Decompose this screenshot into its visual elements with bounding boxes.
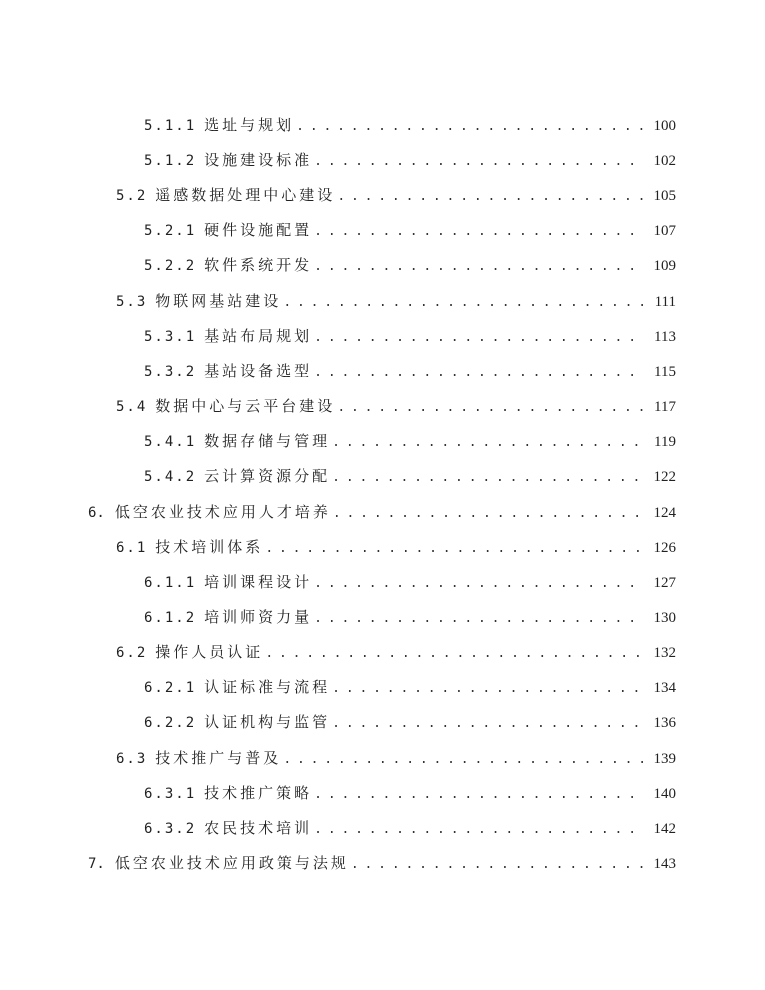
- toc-entry-page: 102: [653, 153, 676, 169]
- toc-dot-leader: [265, 641, 644, 667]
- toc-entry-5-2-2[interactable]: [144, 252, 676, 278]
- toc-dot-leader: [314, 817, 644, 843]
- toc-entry-page: 136: [653, 715, 676, 731]
- toc-dot-leader: [314, 782, 644, 808]
- toc-entry-page: 117: [654, 399, 676, 415]
- toc-entry-title: 基站设备选型: [204, 362, 313, 380]
- toc-entry-number: 5.2.2: [144, 258, 197, 274]
- toc-dot-leader: [314, 360, 644, 386]
- toc-entry-page: 140: [653, 786, 676, 802]
- toc-entry-5-3[interactable]: [116, 288, 676, 314]
- toc-entry-title: 物联网基站建设: [155, 292, 282, 310]
- toc-entry-number: 5.3: [116, 294, 148, 310]
- toc-entry-5-1-1[interactable]: [144, 112, 676, 138]
- toc-dot-leader: [337, 395, 644, 421]
- toc-dot-leader: [314, 571, 644, 597]
- toc-entry-page: 126: [653, 540, 676, 556]
- toc-entry-5-3-2[interactable]: [144, 358, 676, 384]
- toc-dot-leader: [314, 219, 644, 245]
- toc-entry-page: 139: [653, 751, 676, 767]
- toc-entry-number: 5.3.1: [144, 329, 197, 345]
- toc-entry-title: 认证标准与流程: [204, 678, 331, 696]
- toc-entry-number: 6.2.1: [144, 680, 197, 696]
- toc-entry-number: 5.3.2: [144, 364, 197, 380]
- toc-entry-number: 6.1: [116, 540, 148, 556]
- toc-entry-number: 5.4.1: [144, 434, 197, 450]
- toc-entry-page: 127: [653, 575, 676, 591]
- toc-entry-page: 100: [653, 118, 676, 134]
- toc-entry-6-1-1[interactable]: [144, 569, 676, 595]
- toc-entry-number: 6.3: [116, 751, 148, 767]
- toc-entry-6[interactable]: [88, 499, 676, 525]
- toc-entry-page: 132: [653, 645, 676, 661]
- toc-entry-page: 105: [653, 188, 676, 204]
- toc-entry-title: 设施建设标准: [204, 151, 313, 169]
- toc-entry-6-2-2[interactable]: [144, 709, 676, 735]
- toc-entry-number: 5.4: [116, 399, 148, 415]
- toc-entry-number: 6.3.2: [144, 821, 197, 837]
- toc-entry-page: 119: [654, 434, 676, 450]
- toc-entry-title: 选址与规划: [204, 116, 295, 134]
- toc-entry-page: 107: [653, 223, 676, 239]
- toc-entry-title: 低空农业技术应用人才培养: [114, 503, 331, 521]
- toc-dot-leader: [333, 501, 644, 527]
- toc-entry-title: 低空农业技术应用政策与法规: [114, 854, 349, 872]
- toc-entry-title: 培训课程设计: [204, 573, 313, 591]
- toc-entry-5-1-2[interactable]: [144, 147, 676, 173]
- toc-entry-title: 培训师资力量: [204, 608, 313, 626]
- toc-dot-leader: [265, 536, 644, 562]
- toc-entry-6-3-2[interactable]: [144, 815, 676, 841]
- toc-entry-title: 遥感数据处理中心建设: [155, 186, 336, 204]
- toc-dot-leader: [296, 114, 644, 140]
- toc-entry-number: 5.2: [116, 188, 148, 204]
- toc-entry-title: 认证机构与监管: [204, 713, 331, 731]
- toc-entry-page: 111: [654, 294, 676, 310]
- toc-dot-leader: [314, 254, 644, 280]
- toc-dot-leader: [351, 852, 644, 878]
- toc-entry-5-4-1[interactable]: [144, 428, 676, 454]
- toc-entry-title: 技术推广策略: [204, 784, 313, 802]
- toc-entry-7[interactable]: [88, 850, 676, 876]
- toc-dot-leader: [332, 711, 644, 737]
- toc-entry-number: 6.2.2: [144, 715, 197, 731]
- toc-entry-6-1-2[interactable]: [144, 604, 676, 630]
- toc-entry-6-3-1[interactable]: [144, 780, 676, 806]
- toc-entry-title: 农民技术培训: [204, 819, 313, 837]
- toc-entry-number: 6.: [88, 505, 105, 521]
- toc-entry-page: 109: [653, 258, 676, 274]
- toc-entry-5-2[interactable]: [116, 182, 676, 208]
- toc-dot-leader: [283, 747, 644, 773]
- toc-dot-leader: [314, 149, 644, 175]
- toc-entry-5-4-2[interactable]: [144, 463, 676, 489]
- toc-dot-leader: [332, 676, 644, 702]
- toc-entry-number: 5.4.2: [144, 469, 197, 485]
- toc-entry-5-2-1[interactable]: [144, 217, 676, 243]
- toc-entry-6-2-1[interactable]: [144, 674, 676, 700]
- toc-entry-title: 操作人员认证: [155, 643, 264, 661]
- toc-entry-title: 技术培训体系: [155, 538, 264, 556]
- toc-entry-number: 5.1.2: [144, 153, 197, 169]
- toc-entry-5-4[interactable]: [116, 393, 676, 419]
- toc-entry-page: 130: [653, 610, 676, 626]
- toc-entry-page: 122: [653, 469, 676, 485]
- toc-entry-page: 134: [653, 680, 676, 696]
- toc-dot-leader: [314, 325, 644, 351]
- toc-entry-5-3-1[interactable]: [144, 323, 676, 349]
- toc-dot-leader: [332, 430, 644, 456]
- toc-dot-leader: [332, 465, 644, 491]
- toc-entry-number: 6.2: [116, 645, 148, 661]
- toc-entry-title: 基站布局规划: [204, 327, 313, 345]
- toc-entry-title: 软件系统开发: [204, 256, 313, 274]
- toc-entry-title: 云计算资源分配: [204, 467, 331, 485]
- toc-entry-number: 6.1.2: [144, 610, 197, 626]
- toc-entry-title: 硬件设施配置: [204, 221, 313, 239]
- toc-dot-leader: [314, 606, 644, 632]
- toc-entry-page: 115: [654, 364, 676, 380]
- toc-entry-title: 技术推广与普及: [155, 749, 282, 767]
- toc-entry-6-1[interactable]: [116, 534, 676, 560]
- toc-entry-6-3[interactable]: [116, 745, 676, 771]
- toc-entry-page: 124: [653, 505, 676, 521]
- toc-entry-title: 数据存储与管理: [204, 432, 331, 450]
- toc-entry-6-2[interactable]: [116, 639, 676, 665]
- toc-dot-leader: [337, 184, 644, 210]
- toc-entry-number: 5.2.1: [144, 223, 197, 239]
- toc-entry-number: 6.1.1: [144, 575, 197, 591]
- toc-entry-number: 5.1.1: [144, 118, 197, 134]
- toc-entry-number: 6.3.1: [144, 786, 197, 802]
- toc-entry-page: 113: [654, 329, 676, 345]
- toc-entry-number: 7.: [88, 856, 105, 872]
- toc-entry-page: 143: [653, 856, 676, 872]
- toc-entry-page: 142: [653, 821, 676, 837]
- toc-entry-title: 数据中心与云平台建设: [155, 397, 336, 415]
- toc-dot-leader: [283, 290, 644, 316]
